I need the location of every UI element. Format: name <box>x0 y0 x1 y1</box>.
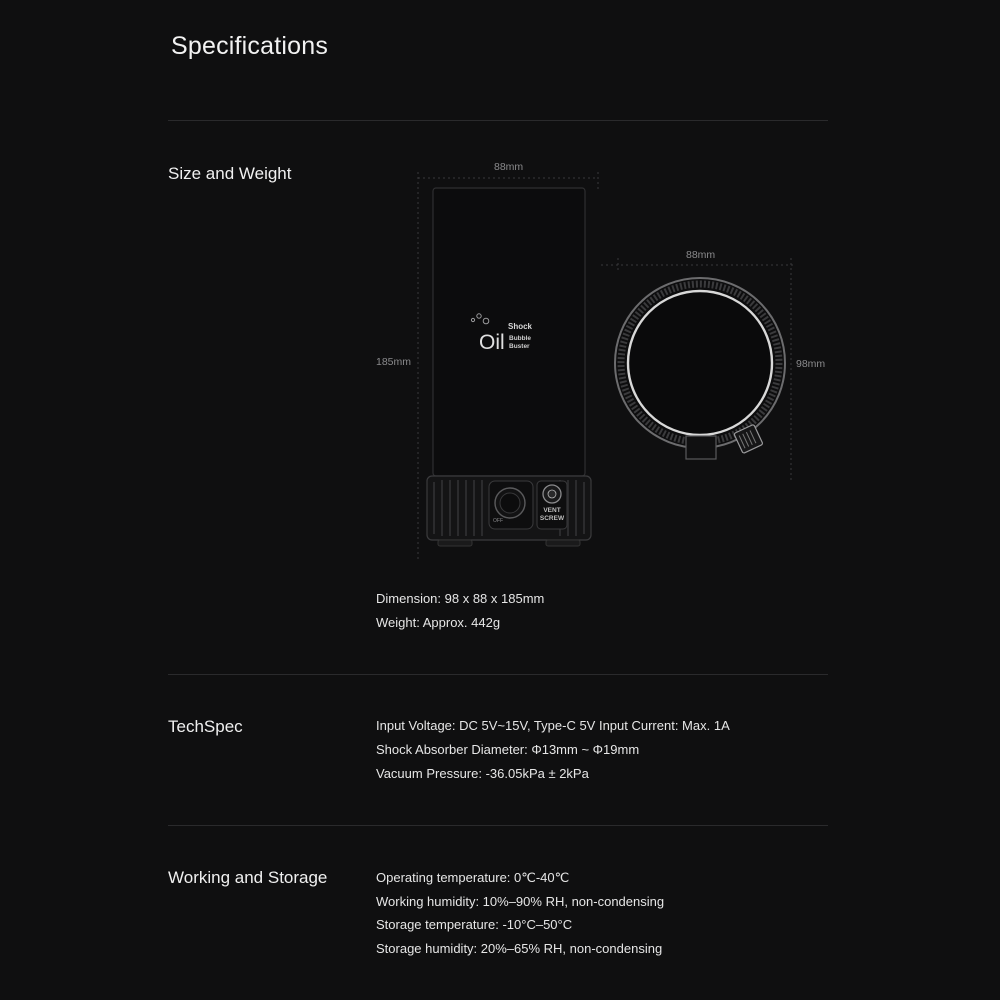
top-view-inner-ring <box>628 291 772 435</box>
spec-line-operating-temp: Operating temperature: 0℃-40℃ <box>376 870 570 885</box>
knob-off-label: OFF <box>493 518 503 524</box>
divider <box>168 674 828 675</box>
top-depth-label: 98mm <box>796 358 826 370</box>
top-view-knob-nub <box>686 436 716 459</box>
foot-right <box>546 540 580 546</box>
device-body <box>433 188 585 476</box>
spec-line-storage-humidity: Storage humidity: 20%–65% RH, non-condensing <box>376 941 663 956</box>
front-width-label: 88mm <box>494 161 524 173</box>
front-height-label: 185mm <box>376 356 412 368</box>
page-title: Specifications <box>171 32 329 60</box>
logo-bubble: Bubble <box>509 335 532 342</box>
logo-buster: Buster <box>509 343 530 350</box>
top-width-label: 88mm <box>686 249 716 261</box>
logo-shock: Shock <box>508 322 533 331</box>
spec-line-dimension: Dimension: 98 x 88 x 185mm <box>376 591 545 606</box>
vent-screw-label: VENT <box>543 507 561 514</box>
section-heading-working-storage: Working and Storage <box>168 868 328 887</box>
spec-line-vacuum-pressure: Vacuum Pressure: -36.05kPa ± 2kPa <box>376 766 589 781</box>
section-heading-size-weight: Size and Weight <box>168 164 292 183</box>
divider <box>168 825 828 826</box>
spec-line-shock-diameter: Shock Absorber Diameter: Φ13mm ~ Φ19mm <box>376 742 640 757</box>
spec-line-input-voltage: Input Voltage: DC 5V~15V, Type-C 5V Input Current: Max. 1A <box>376 718 730 733</box>
section-heading-techspec: TechSpec <box>168 717 243 736</box>
foot-left <box>438 540 472 546</box>
svg-text:SCREW: SCREW <box>539 515 565 522</box>
logo-oil: Oil <box>479 331 505 354</box>
spec-line-working-humidity: Working humidity: 10%–90% RH, non-condensing <box>376 894 665 909</box>
spec-line-storage-temp: Storage temperature: -10°C–50°C <box>376 917 573 932</box>
spec-line-weight: Weight: Approx. 442g <box>376 615 501 630</box>
